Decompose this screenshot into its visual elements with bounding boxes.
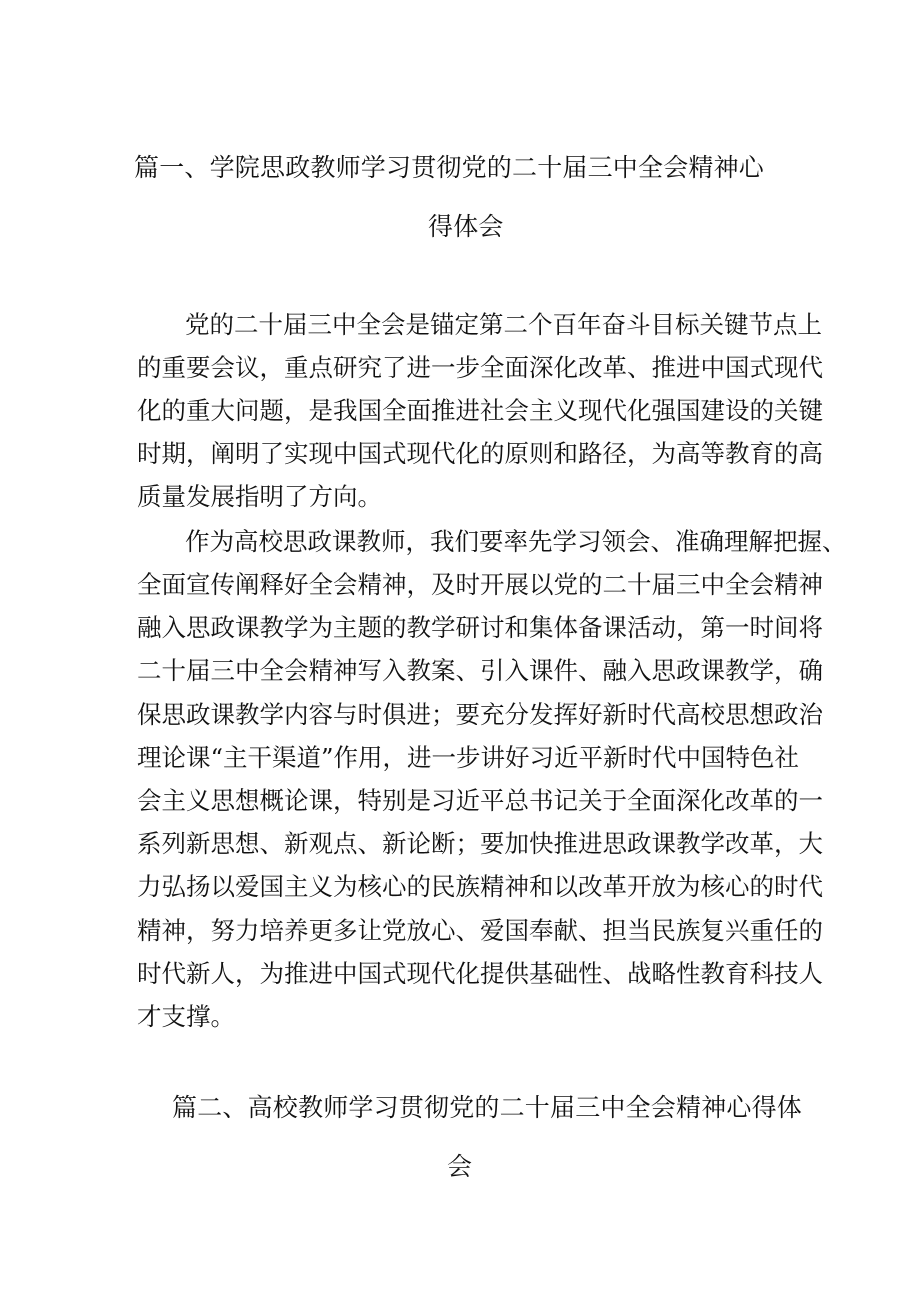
section2-title-line-1: 篇二、高校教师学习贯彻党的二十届三中全会精神心得体 [172,1093,803,1122]
paragraph-1-line-5: 质量发展指明了方向。 [137,482,382,511]
paragraph-2-line-1: 作为高校思政课教师，我们要率先学习领会、准确理解把握、 [185,527,847,556]
paragraph-2-line-3: 融入思政课教学为主题的教学研讨和集体备课活动，第一时间将 [137,613,823,642]
section2-title-line-2: 会 [447,1152,473,1181]
paragraph-2-line-4: 二十届三中全会精神写入教案、引入课件、融入思政课教学，确 [137,656,823,685]
paragraph-2-line-12: 才支撑。 [137,1002,235,1031]
paragraph-2-line-7: 会主义思想概论课，特别是习近平总书记关于全面深化改革的一 [137,786,823,815]
paragraph-1-line-4: 时期，阐明了实现中国式现代化的原则和路径，为高等教育的高 [137,439,823,468]
paragraph-1-line-2: 的重要会议，重点研究了进一步全面深化改革、推进中国式现代 [137,353,823,382]
paragraph-2-line-11: 时代新人，为推进中国式现代化提供基础性、战略性教育科技人 [137,959,823,988]
paragraph-2-line-10: 精神，努力培养更多让党放心、爱国奉献、担当民族复兴重任的 [137,916,823,945]
paragraph-2-line-6: 理论课“主干渠道”作用，进一步讲好习近平新时代中国特色社 [137,743,800,772]
paragraph-2-line-2: 全面宣传阐释好全会精神，及时开展以党的二十届三中全会精神 [137,570,823,599]
paragraph-2-line-9: 力弘扬以爱国主义为核心的民族精神和以改革开放为核心的时代 [137,872,823,901]
paragraph-1-line-3: 化的重大问题，是我国全面推进社会主义现代化强国建设的关键 [137,396,823,425]
paragraph-2-line-5: 保思政课教学内容与时俱进；要充分发挥好新时代高校思想政治 [137,700,823,729]
paragraph-1-line-1: 党的二十届三中全会是锚定第二个百年奋斗目标关键节点上 [185,310,822,339]
section1-title-line-1: 篇一、学院思政教师学习贯彻党的二十届三中全会精神心 [134,153,765,182]
section1-title-line-2: 得体会 [428,212,504,241]
paragraph-2-line-8: 系列新思想、新观点、新论断；要加快推进思政课教学改革，大 [137,829,823,858]
